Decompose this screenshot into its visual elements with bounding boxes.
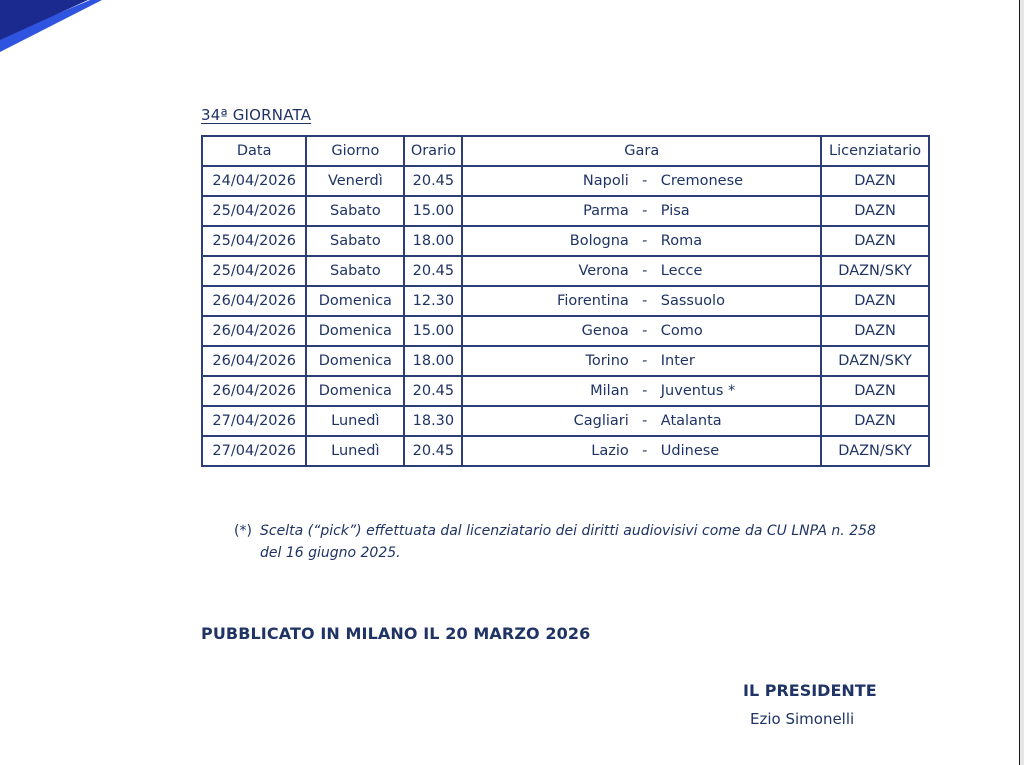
cell-time: 18.30: [404, 406, 462, 436]
cell-day: Domenica: [306, 346, 404, 376]
match-separator: -: [642, 413, 648, 429]
away-team: Roma: [660, 233, 703, 249]
match-pair: [463, 263, 820, 279]
cell-licensee: DAZN/SKY: [821, 346, 929, 376]
home-team: Verona: [578, 263, 629, 279]
away-team: Sassuolo: [660, 293, 725, 309]
home-team: Genoa: [581, 323, 629, 339]
home-team: Cagliari: [573, 413, 629, 429]
table-row: [202, 436, 929, 466]
match-separator: -: [642, 203, 648, 219]
match-pair: [463, 383, 820, 399]
cell-match: [462, 166, 821, 196]
schedule-table: [201, 135, 930, 467]
cell-licensee: DAZN: [821, 196, 929, 226]
home-team: Bologna: [569, 233, 629, 249]
footnote-text-line2: del 16 giugno 2025.: [260, 545, 401, 561]
cell-time: 15.00: [404, 316, 462, 346]
match-separator: -: [642, 353, 648, 369]
home-team: Napoli: [582, 173, 629, 189]
footnote-mark: (*): [234, 523, 252, 539]
cell-match: [462, 406, 821, 436]
header-day: Giorno: [306, 136, 404, 166]
table-row: [202, 376, 929, 406]
cell-day: Sabato: [306, 196, 404, 226]
table-row: [202, 226, 929, 256]
cell-date: 26/04/2026: [202, 376, 306, 406]
match-separator: -: [642, 293, 648, 309]
cell-time: 20.45: [404, 256, 462, 286]
table-row: [202, 346, 929, 376]
cell-match: [462, 256, 821, 286]
match-pair: [463, 173, 820, 189]
match-separator: -: [642, 383, 648, 399]
away-team: Lecce: [660, 263, 703, 279]
table-row: [202, 406, 929, 436]
match-pair: [463, 353, 820, 369]
cell-date: 27/04/2026: [202, 406, 306, 436]
cell-day: Domenica: [306, 286, 404, 316]
cell-time: 20.45: [404, 166, 462, 196]
match-pair: [463, 293, 820, 309]
cell-licensee: DAZN: [821, 316, 929, 346]
home-team: Parma: [583, 203, 629, 219]
away-team: Cremonese: [660, 173, 744, 189]
cell-day: Domenica: [306, 316, 404, 346]
cell-time: 20.45: [404, 436, 462, 466]
signature-title: IL PRESIDENTE: [743, 681, 877, 700]
header-licensee: Licenziatario: [821, 136, 929, 166]
table-row: [202, 166, 929, 196]
cell-day: Domenica: [306, 376, 404, 406]
header-date: Data: [202, 136, 306, 166]
footnote-text-line1: Scelta (“pick”) effettuata dal licenziatario dei diritti audiovisivi come da CU LNPA n. 258: [260, 523, 876, 539]
page-edge: [1020, 0, 1024, 765]
cell-day: Lunedì: [306, 406, 404, 436]
cell-date: 25/04/2026: [202, 256, 306, 286]
away-team: Inter: [660, 353, 695, 369]
cell-match: [462, 436, 821, 466]
away-team: Pisa: [660, 203, 690, 219]
match-separator: -: [642, 443, 648, 459]
home-team: Milan: [590, 383, 629, 399]
match-separator: -: [642, 323, 648, 339]
cell-day: Venerdì: [306, 166, 404, 196]
match-pair: [463, 413, 820, 429]
cell-day: Sabato: [306, 256, 404, 286]
cell-date: 27/04/2026: [202, 436, 306, 466]
cell-time: 12.30: [404, 286, 462, 316]
table-row: [202, 256, 929, 286]
home-team: Torino: [585, 353, 629, 369]
away-team: Como: [660, 323, 703, 339]
cell-match: [462, 346, 821, 376]
match-separator: -: [642, 173, 648, 189]
away-team: Udinese: [660, 443, 720, 459]
cell-match: [462, 226, 821, 256]
match-pair: [463, 323, 820, 339]
cell-licensee: DAZN: [821, 226, 929, 256]
away-team: Juventus *: [660, 383, 736, 399]
header-match: Gara: [462, 136, 821, 166]
cell-licensee: DAZN: [821, 286, 929, 316]
cell-day: Lunedì: [306, 436, 404, 466]
table-row: [202, 196, 929, 226]
table-row: [202, 286, 929, 316]
cell-date: 24/04/2026: [202, 166, 306, 196]
cell-match: [462, 316, 821, 346]
cell-date: 25/04/2026: [202, 226, 306, 256]
cell-licensee: DAZN: [821, 166, 929, 196]
cell-licensee: DAZN/SKY: [821, 256, 929, 286]
cell-licensee: DAZN/SKY: [821, 436, 929, 466]
table-row: [202, 316, 929, 346]
cell-date: 25/04/2026: [202, 196, 306, 226]
table-header-row: [202, 136, 929, 166]
home-team: Fiorentina: [557, 293, 629, 309]
cell-day: Sabato: [306, 226, 404, 256]
round-title: 34ª GIORNATA: [201, 106, 312, 124]
cell-time: 18.00: [404, 226, 462, 256]
match-separator: -: [642, 233, 648, 249]
cell-match: [462, 196, 821, 226]
cell-time: 15.00: [404, 196, 462, 226]
match-pair: [463, 233, 820, 249]
publication-notice: PUBBLICATO IN MILANO IL 20 MARZO 2026: [201, 624, 591, 643]
cell-time: 20.45: [404, 376, 462, 406]
signature-name: Ezio Simonelli: [750, 710, 855, 728]
footnote: [234, 520, 934, 564]
cell-match: [462, 376, 821, 406]
header-time: Orario: [404, 136, 462, 166]
home-team: Lazio: [591, 443, 629, 459]
cell-time: 18.00: [404, 346, 462, 376]
match-pair: [463, 203, 820, 219]
cell-match: [462, 286, 821, 316]
match-pair: [463, 443, 820, 459]
corner-decoration: [0, 0, 120, 60]
match-separator: -: [642, 263, 648, 279]
cell-licensee: DAZN: [821, 406, 929, 436]
cell-date: 26/04/2026: [202, 286, 306, 316]
away-team: Atalanta: [660, 413, 722, 429]
cell-date: 26/04/2026: [202, 316, 306, 346]
cell-licensee: DAZN: [821, 376, 929, 406]
cell-date: 26/04/2026: [202, 346, 306, 376]
